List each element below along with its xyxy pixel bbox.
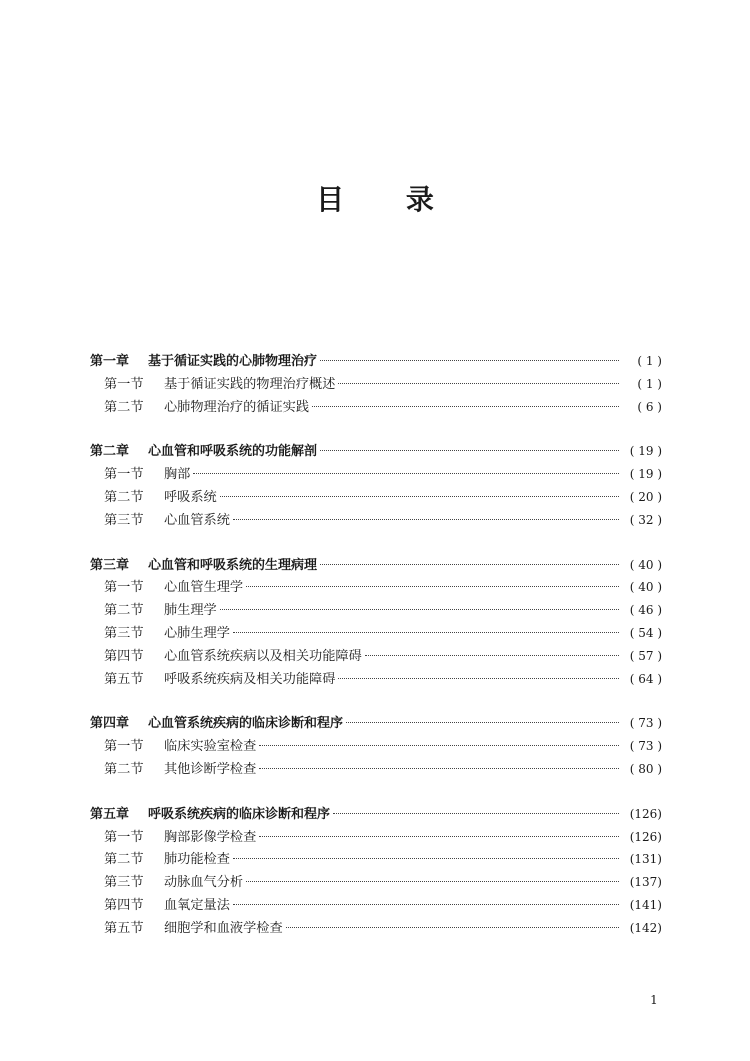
page-number: ( 20 ) [629, 489, 662, 504]
section-number: 第二节 [104, 399, 144, 415]
chapter-title: 心血管和呼吸系统的生理病理 [148, 557, 318, 573]
section-number: 第四节 [104, 897, 144, 913]
page-number: ( 73 ) [629, 716, 662, 731]
dot-leader [365, 655, 619, 656]
section-title: 细胞学和血液学检查 [164, 920, 283, 936]
toc-section-entry[interactable] [90, 622, 662, 645]
page-folio: 1 [650, 993, 658, 1007]
section-number: 第二节 [104, 489, 144, 505]
section-title: 临床实验室检查 [164, 739, 257, 755]
section-number: 第一节 [104, 739, 144, 755]
dot-leader [233, 632, 619, 633]
page-number: ( 73 ) [629, 739, 662, 754]
section-title: 心血管系统 [164, 512, 230, 528]
dot-leader [338, 678, 619, 679]
toc-section-entry[interactable] [90, 509, 662, 532]
page-number: ( 54 ) [629, 625, 662, 640]
section-number: 第四节 [104, 648, 144, 664]
page-number: ( 80 ) [629, 761, 662, 776]
section-title: 心肺物理治疗的循证实践 [164, 399, 310, 415]
page-number: (137) [629, 875, 662, 890]
dot-leader [320, 564, 619, 565]
section-number: 第三节 [104, 625, 144, 641]
toc-section-entry[interactable] [90, 917, 662, 940]
toc-chapter-5 [90, 803, 662, 940]
page-number: (126) [629, 806, 662, 821]
section-number: 第三节 [104, 875, 144, 891]
page-number: ( 6 ) [637, 399, 662, 414]
dot-leader [320, 450, 619, 451]
section-title: 胸部 [164, 467, 191, 483]
dot-leader [286, 927, 619, 928]
dot-leader [220, 609, 619, 610]
section-number: 第三节 [104, 512, 144, 528]
toc-section-entry[interactable] [90, 463, 662, 486]
dot-leader [259, 745, 619, 746]
page-number: ( 46 ) [629, 603, 662, 618]
section-title: 肺功能检查 [164, 852, 230, 868]
chapter-title: 基于循证实践的心肺物理治疗 [148, 354, 318, 369]
dot-leader [338, 383, 619, 384]
dot-leader [233, 519, 619, 520]
dot-leader [220, 496, 619, 497]
chapter-title: 心血管系统疾病的临床诊断和程序 [148, 716, 344, 732]
section-number: 第五节 [104, 920, 144, 936]
chapter-number: 第二章 [90, 444, 130, 460]
toc-section-entry[interactable] [90, 871, 662, 894]
page-number: ( 40 ) [629, 557, 662, 572]
chapter-number: 第三章 [90, 557, 130, 573]
section-number: 第一节 [104, 467, 144, 483]
section-title: 心肺生理学 [164, 625, 230, 641]
page-number: ( 64 ) [629, 671, 662, 686]
section-number: 第二节 [104, 761, 144, 777]
section-title: 肺生理学 [164, 603, 217, 619]
toc-section-entry[interactable] [90, 826, 662, 849]
table-of-contents [90, 350, 662, 962]
dot-leader [246, 586, 619, 587]
toc-section-entry[interactable] [90, 735, 662, 758]
page-number: (142) [629, 920, 662, 935]
toc-chapter-entry[interactable] [90, 803, 662, 826]
page-number: (126) [629, 829, 662, 844]
section-number: 第五节 [104, 671, 144, 687]
dot-leader [346, 722, 619, 723]
toc-section-entry[interactable] [90, 373, 662, 396]
toc-chapter-entry[interactable] [90, 554, 662, 577]
toc-chapter-4 [90, 712, 662, 780]
dot-leader [233, 904, 619, 905]
dot-leader [246, 881, 619, 882]
chapter-title: 心血管和呼吸系统的功能解剖 [148, 444, 318, 460]
toc-section-entry[interactable] [90, 668, 662, 691]
section-title: 血氧定量法 [164, 897, 230, 913]
section-title: 心血管生理学 [164, 580, 244, 596]
section-number: 第一节 [104, 376, 144, 392]
toc-section-entry[interactable] [90, 645, 662, 668]
page-number: (141) [629, 897, 662, 912]
chapter-number: 第五章 [90, 806, 130, 822]
page-title: 目 录 [316, 183, 460, 216]
toc-section-entry[interactable] [90, 758, 662, 781]
dot-leader [193, 473, 619, 474]
chapter-number: 第四章 [90, 716, 130, 732]
page-number: ( 1 ) [637, 354, 662, 368]
page-number: ( 1 ) [637, 376, 662, 391]
toc-chapter-entry[interactable] [90, 350, 662, 373]
section-title: 呼吸系统疾病及相关功能障碍 [164, 671, 336, 687]
chapter-number: 第一章 [90, 354, 130, 369]
dot-leader [233, 858, 619, 859]
toc-section-entry[interactable] [90, 894, 662, 917]
page-number: ( 32 ) [629, 512, 662, 527]
toc-chapter-3 [90, 554, 662, 691]
page-number: ( 19 ) [629, 467, 662, 482]
toc-chapter-2 [90, 440, 662, 531]
toc-chapter-1 [90, 350, 662, 418]
page-number: ( 40 ) [629, 580, 662, 595]
dot-leader [320, 360, 619, 361]
section-number: 第一节 [104, 580, 144, 596]
page-number: ( 19 ) [629, 444, 662, 459]
page-number: (131) [629, 852, 662, 867]
section-title: 胸部影像学检查 [164, 829, 257, 845]
toc-section-entry[interactable] [90, 599, 662, 622]
chapter-title: 呼吸系统疾病的临床诊断和程序 [148, 806, 331, 822]
toc-section-entry[interactable] [90, 486, 662, 509]
toc-section-entry[interactable] [90, 848, 662, 871]
section-number: 第一节 [104, 829, 144, 845]
section-number: 第二节 [104, 852, 144, 868]
section-number: 第二节 [104, 603, 144, 619]
dot-leader [312, 406, 619, 407]
section-title: 动脉血气分析 [164, 875, 244, 891]
dot-leader [259, 768, 619, 769]
section-title: 其他诊断学检查 [164, 761, 257, 777]
section-title: 心血管系统疾病以及相关功能障碍 [164, 648, 362, 664]
dot-leader [333, 813, 619, 814]
toc-section-entry[interactable] [90, 576, 662, 599]
toc-chapter-entry[interactable] [90, 712, 662, 735]
toc-section-entry[interactable] [90, 396, 662, 419]
page-number: ( 57 ) [629, 648, 662, 663]
dot-leader [259, 836, 619, 837]
section-title: 基于循证实践的物理治疗概述 [164, 376, 336, 392]
toc-chapter-entry[interactable] [90, 440, 662, 463]
section-title: 呼吸系统 [164, 489, 217, 505]
